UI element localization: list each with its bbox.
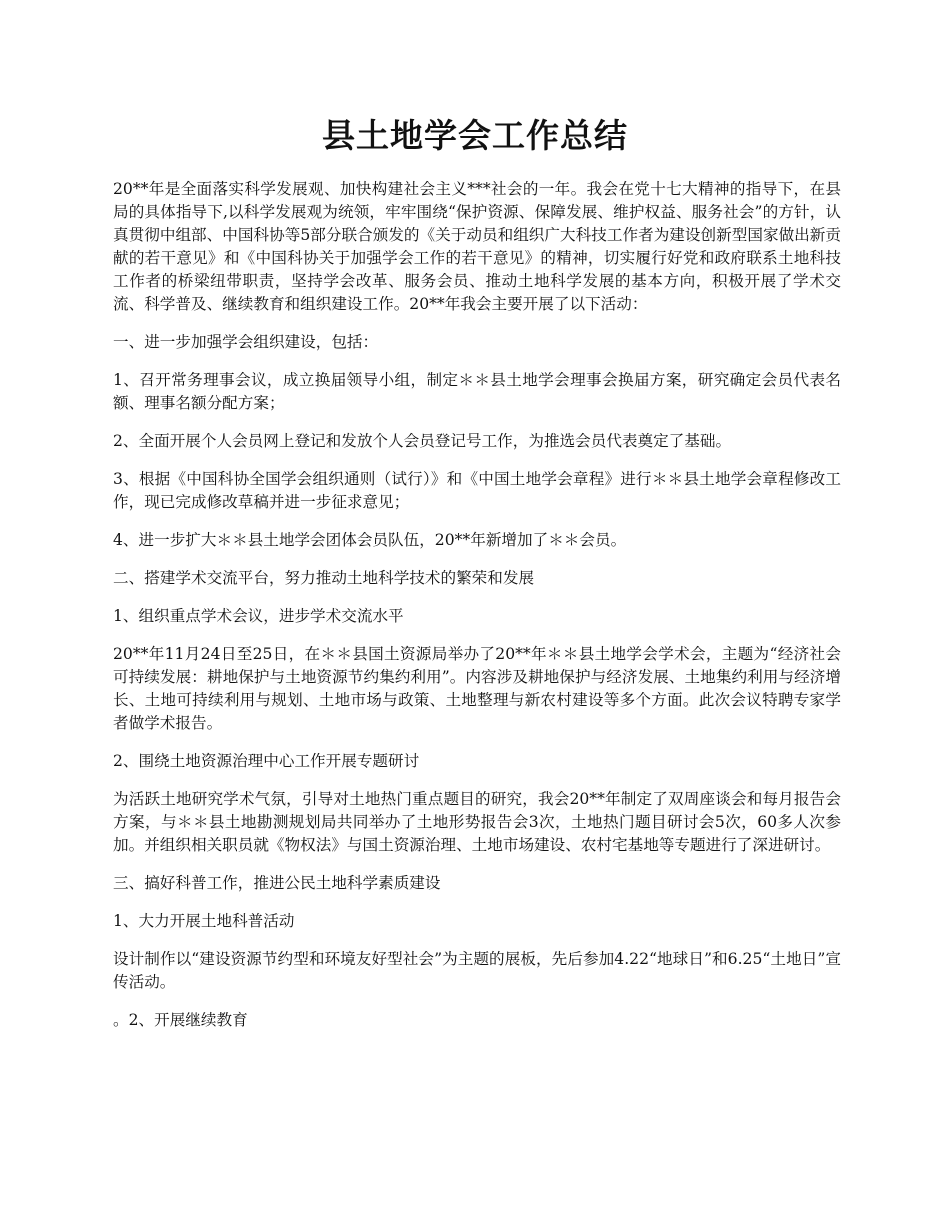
subheading: 1、组织重点学术会议，进步学术交流水平 (113, 607, 404, 625)
section-heading-1: 一、进一步加强学会组织建设，包括： (113, 333, 379, 351)
paragraph-intro: 20**年是全面落实科学发展观、加快构建社会主义***社会的一年。我会在党十七大精神的指导下，在县局的具体指导下,以科学发展观为统领，牢牢围绕“保护资源、保障发展、维护权益、服务社会”的方针，认真贯彻中组部、中国科协等5部分联合颁发的《关于动员和组织广大科技工作者为建设创新型国家做出新贡献的若干意见》和《中国科协关于加强学会工作的若干意见》的精神，切实履行好党和政府联系土地科技工作者的桥梁纽带职责，坚持学会改革、服务会员、推动土地科学发展的基本方向，积极开展了学术交流、科学普及、继续教育和组织建设工作。20**年我会主要开展了以下活动： (113, 180, 841, 313)
paragraph-item: 2、全面开展个人会员网上登记和发放个人会员登记号工作，为推选会员代表奠定了基础。 (113, 432, 732, 450)
paragraph-item: 3、根据《中国科协全国学会组织通则（试行）》和《中国土地学会章程》进行＊＊县土地学会章程修改工作，现已完成修改草稿并进一步征求意见； (113, 470, 841, 511)
subheading: 1、大力开展土地科普活动 (113, 912, 295, 930)
paragraph-body: 20**年11月24日至25日，在＊＊县国土资源局举办了20**年＊＊县土地学会学术会，主题为“经济社会可持续发展：耕地保护与土地资源节约集约利用”。内容涉及耕地保护与经济发展、土地集约利用与经济增长、土地可持续利用与规划、土地市场与政策、土地整理与新农村建设等多个方面。此次会议特聘专家学者做学术报告。 (113, 645, 841, 732)
paragraph-body: 设计制作以“建设资源节约型和环境友好型社会”为主题的展板，先后参加4.22“地球日”和6.25“土地日”宣传活动。 (113, 950, 841, 991)
section-heading-2: 二、搭建学术交流平台，努力推动土地科学技术的繁荣和发展 (113, 569, 535, 587)
document-title: 县土地学会工作总结 (322, 116, 628, 155)
subheading: 。2、开展继续教育 (113, 1011, 248, 1029)
paragraph-item: 4、进一步扩大＊＊县土地学会团体会员队伍，20**年新增加了＊＊会员。 (113, 531, 627, 549)
section-heading-3: 三、搞好科普工作，推进公民土地科学素质建设 (113, 874, 441, 892)
paragraph-body: 为活跃土地研究学术气氛，引导对土地热门重点题目的研究，我会20**年制定了双周座谈会和每月报告会方案，与＊＊县土地勘测规划局共同举办了土地形势报告会3次，土地热门题目研讨会5次，60多人次参加。并组织相关职员就《物权法》与国土资源治理、土地市场建设、农村宅基地等专题进行了深进研讨。 (113, 790, 841, 854)
document-body (113, 178, 841, 1047)
subheading: 2、围绕土地资源治理中心工作开展专题研讨 (113, 752, 420, 770)
paragraph-item: 1、召开常务理事会议，成立换届领导小组，制定＊＊县土地学会理事会换届方案，研究确定会员代表名额、理事名额分配方案； (113, 371, 841, 412)
